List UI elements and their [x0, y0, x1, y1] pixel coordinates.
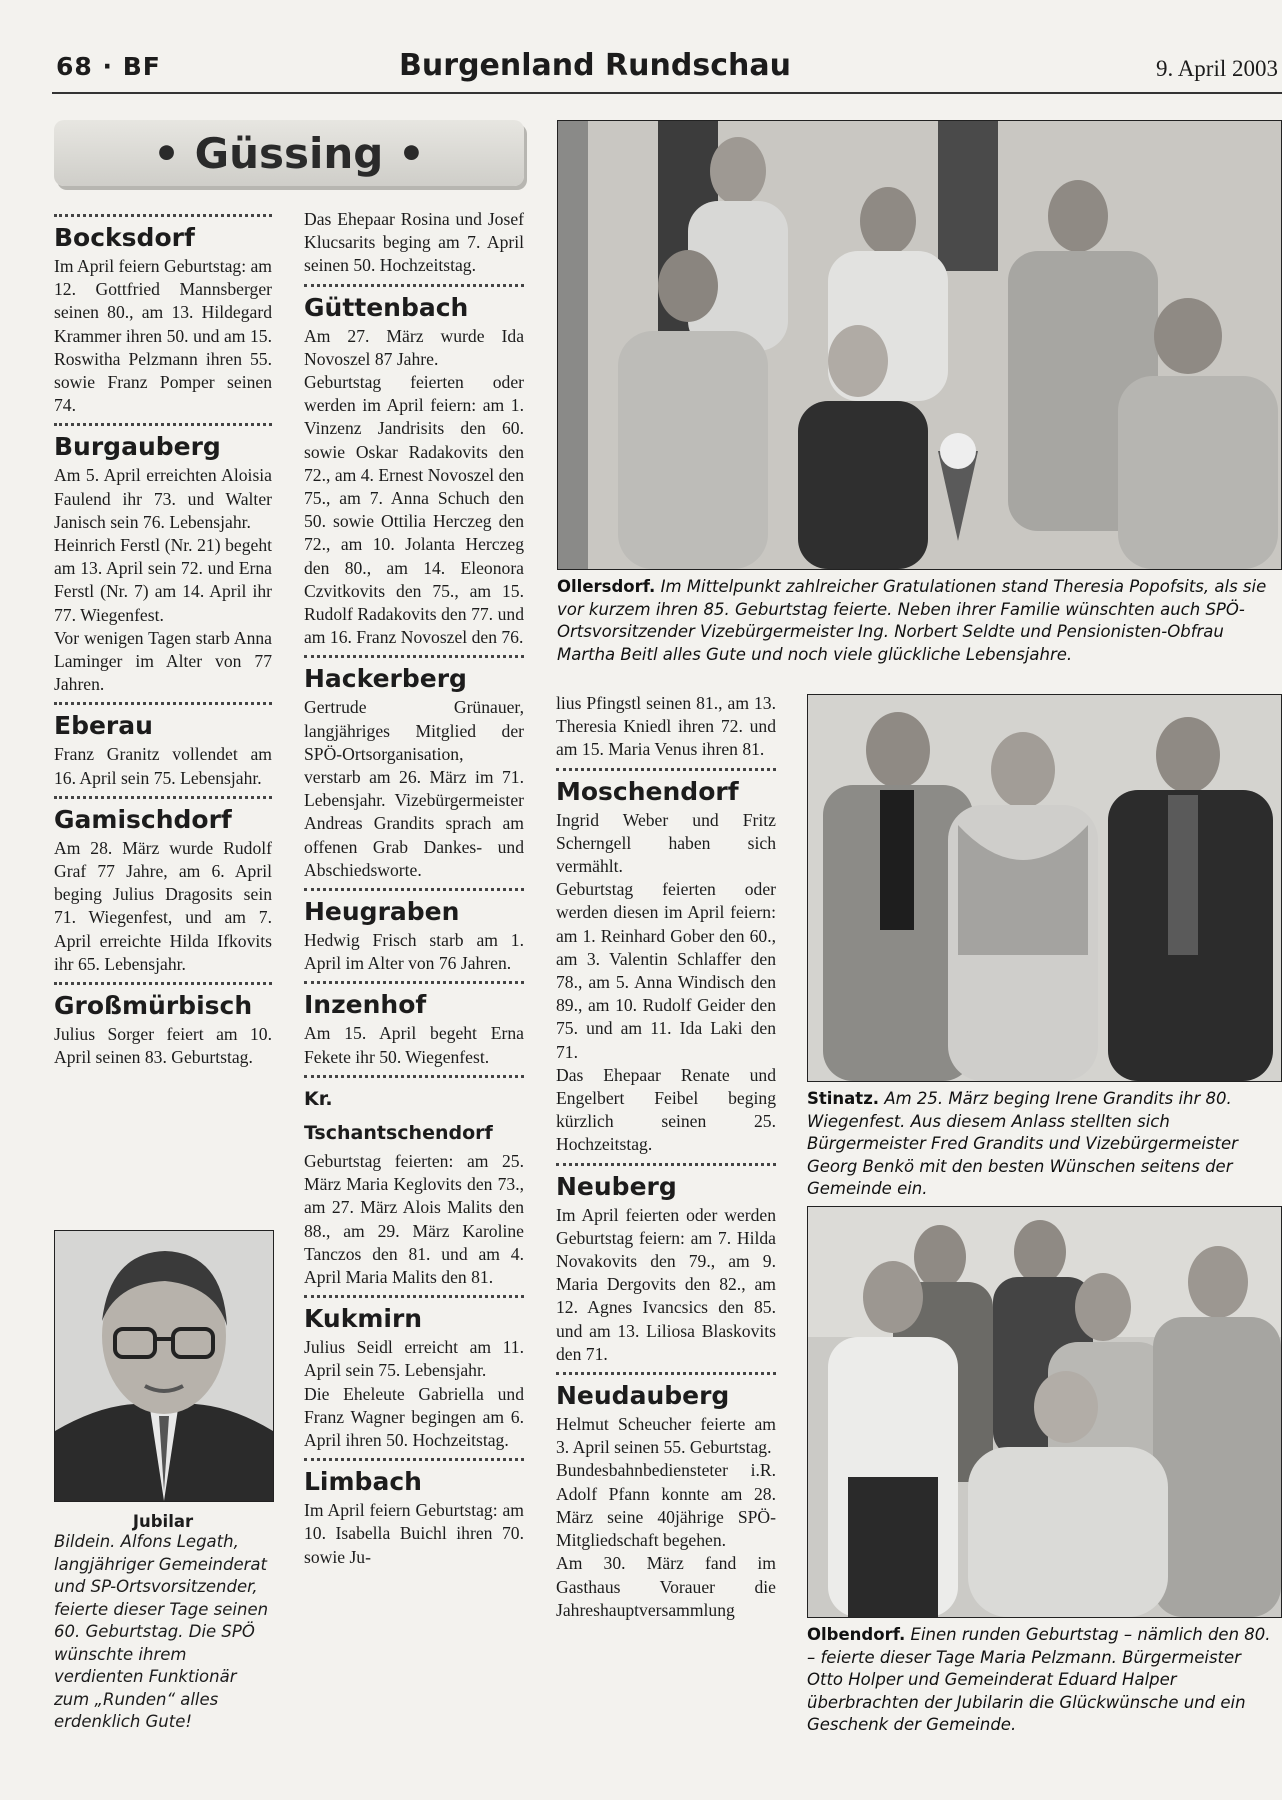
separator — [54, 214, 272, 217]
column-1 — [54, 208, 272, 1069]
article-klucsarits — [304, 208, 524, 278]
separator — [304, 981, 524, 984]
article-heading: Hackerberg — [304, 664, 467, 694]
article-bocksdorf — [54, 214, 272, 417]
article-heading: Kr. Tschantschendorf — [304, 1087, 493, 1144]
separator — [304, 888, 524, 891]
article-heading: Moschendorf — [556, 776, 739, 806]
article-heading: Limbach — [304, 1467, 422, 1497]
article-text: Heinrich Ferstl (Nr. 21) begeht am 13. April sein 72. und Erna Ferstl (Nr. 7) am 14. April ihr 77. Wiegenfest. — [54, 535, 272, 625]
article-neuberg — [556, 1163, 776, 1366]
olbendorf-caption — [807, 1624, 1282, 1737]
article-text: Vor wenigen Tagen starb Anna Laminger im Alter von 77 Jahren. — [54, 627, 272, 695]
article-text: Am 28. März wurde Rudolf Graf 77 Jahre, am 6. April beging Julius Dragosits sein 71. Wiegenfest, und am 7. April erreichte Hilda Ifkovits ihr 65. Lebensjahr. — [54, 837, 272, 974]
article-grossmuerbisch — [54, 982, 272, 1069]
article-text: Im April feierten oder werden Geburtstag feiern: am 7. Hilda Novakovits den 79., am 9. Maria Dergovits den 82., am 12. Agnes Ivancsics den 85. und am 13. Liliosa Blaskovits den 71. — [556, 1204, 776, 1364]
article-guettenbach — [304, 284, 524, 650]
article-text: Am 15. April begeht Erna Fekete ihr 50. Wiegenfest. — [304, 1023, 524, 1067]
separator — [54, 982, 272, 985]
article-text: Geburtstag feierten: am 25. März Maria Keglovits den 73., am 27. März Alois Malits den 88., am 29. März Karoline Tanczos den 81. und am 4. April Maria Malits den 81. — [304, 1150, 524, 1287]
article-text: Am 5. April erreichten Aloisia Faulend ihr 73. und Walter Janisch sein 76. Lebensjahr. — [54, 465, 272, 532]
article-text: Am 27. März wurde Ida Novoszel 87 Jahre. — [304, 325, 524, 369]
article-heading: Großmürbisch — [54, 991, 253, 1021]
separator — [54, 423, 272, 426]
article-heading: Heugraben — [304, 897, 460, 927]
article-limbach-cont — [556, 692, 776, 762]
separator — [556, 1163, 776, 1166]
article-burgauberg — [54, 423, 272, 696]
caption-body: Am 25. März beging Irene Grandits ihr 80. Wiegenfest. Aus diesem Anlass stellten sich Bürgermeister Fred Grandits und Vizebürgermeister Georg Benkö mit den besten Wünschen seitens der Gemeinde ein. — [807, 1089, 1238, 1198]
header-rule — [52, 92, 1282, 94]
stinatz-photo — [807, 694, 1282, 1082]
article-gamischdorf — [54, 796, 272, 976]
article-text: Im April feiern Geburtstag: am 10. Isabella Buichl ihren 70. sowie Ju- — [304, 1500, 524, 1567]
article-text: Julius Sorger feiert am 10. April seinen 83. Geburtstag. — [54, 1024, 272, 1068]
article-text: lius Pfingstl seinen 81., am 13. Theresia Kniedl ihren 72. und am 15. Maria Venus ihren 81. — [556, 693, 776, 760]
column-2 — [304, 208, 524, 1569]
article-heading: Inzenhof — [304, 990, 427, 1020]
article-moschendorf — [556, 768, 776, 1157]
article-text: Hedwig Frisch starb am 1. April im Alter von 76 Jahren. — [304, 930, 524, 974]
article-text: Im April feiern Geburtstag: am 12. Gottfried Mannsberger seinen 80., am 13. Hildegard Krammer ihren 50. und am 15. Roswitha Pelzmann ihren 55. sowie Franz Pomper seinen 74. — [54, 256, 272, 416]
separator — [304, 1075, 524, 1078]
olbendorf-photo — [807, 1206, 1282, 1618]
ollersdorf-photo — [557, 120, 1282, 570]
article-text: Ingrid Weber und Fritz Scherngell haben sich vermählt. — [556, 809, 776, 877]
separator — [54, 702, 272, 705]
article-text: Die Eheleute Gabriella und Franz Wagner begingen am 6. April ihren 50. Hochzeitstag. — [304, 1383, 524, 1450]
article-neudauberg — [556, 1372, 776, 1622]
column-3 — [556, 692, 776, 1622]
article-heading: Güttenbach — [304, 292, 469, 322]
caption-body: Einen runden Geburtstag – nämlich den 80. – feierte dieser Tage Maria Pelzmann. Bürgermeister Otto Holper und Gemeinderat Eduard Halper überbrachten der Jubilarin die Glückwünsche und ein Geschenk der Gemeinde. — [807, 1625, 1271, 1734]
article-heading: Eberau — [54, 711, 153, 741]
newspaper-title: Burgenland Rundschau — [399, 48, 791, 83]
article-inzenhof — [304, 981, 524, 1068]
jubilar-photo — [54, 1230, 274, 1502]
separator — [304, 1458, 524, 1461]
separator — [304, 655, 524, 658]
article-text: Das Ehepaar Rosina und Josef Klucsarits beging am 7. April seinen 50. Hochzeitstag. — [304, 209, 524, 276]
article-text: Bundesbahnbediensteter i.R. Adolf Pfann konnte am 28. März seine 40jährige SPÖ-Mitgliedschaft begehen. — [556, 1460, 776, 1551]
article-text: Geburtstag feierten oder werden diesen im April feiern: am 1. Reinhard Gober den 60., am 3. Valentin Schlaffer den 78., am 5. Anna Windisch den 89., am 10. Rudolf Geider den 75. und am 11. Ida Laki den 71. — [556, 879, 776, 1062]
jubilar-caption — [54, 1512, 272, 1734]
article-text: Julius Seidl erreicht am 11. April sein 75. Lebensjahr. — [304, 1337, 524, 1381]
article-kukmirn — [304, 1295, 524, 1452]
article-heading: Burgauberg — [54, 432, 221, 462]
article-eberau — [54, 702, 272, 789]
separator — [556, 768, 776, 771]
jubilar-title: Jubilar — [132, 1512, 194, 1531]
caption-place: Bildein. — [54, 1532, 116, 1551]
article-heading: Kukmirn — [304, 1304, 423, 1334]
page-number: 68 · BF — [56, 52, 161, 81]
article-text: Das Ehepaar Renate und Engelbert Feibel beging kürzlich seinen 25. Hochzeitstag. — [556, 1064, 776, 1155]
article-heading: Gamischdorf — [54, 804, 232, 834]
ollersdorf-caption — [557, 576, 1282, 666]
caption-place: Stinatz. — [807, 1089, 880, 1108]
caption-place: Olbendorf. — [807, 1625, 906, 1644]
article-text: Am 30. März fand im Gasthaus Vorauer die Jahreshauptversammlung — [556, 1553, 776, 1620]
article-limbach — [304, 1458, 524, 1569]
separator — [304, 1295, 524, 1298]
jubilar-caption-text — [54, 1531, 272, 1734]
separator — [54, 796, 272, 799]
article-heading: Bocksdorf — [54, 223, 195, 252]
article-hackerberg — [304, 655, 524, 882]
article-kr-tschantschendorf — [304, 1075, 524, 1289]
caption-body: Alfons Legath, langjähriger Gemeinderat und SP-Ortsvorsitzender, feierte dieser Tage seinen 60. Geburtstag. Die SPÖ wünschte ihrem verdienten Funktionär zum „Runden“ alles erdenklich Gute! — [54, 1532, 269, 1731]
section-banner: • Güssing • — [54, 120, 524, 186]
article-heugraben — [304, 888, 524, 975]
article-text: Gertrude Grünauer, langjähriges Mitglied der SPÖ-Ortsorganisation, verstarb am 26. März im 71. Lebensjahr. Vizebürgermeister Andreas Grandits sprach am offenen Grab Dankes- und Abschiedsworte. — [304, 697, 524, 880]
stinatz-caption — [807, 1088, 1282, 1201]
article-text: Geburtstag feierten oder werden im April feiern: am 1. Vinzenz Jandrisits den 60. sowie Oskar Radakovits den 72., am 4. Ernest Novoszel den 75., am 7. Anna Schuch den 50. sowie Ottilia Herczeg den 72., am 10. Jolanta Herczeg den 80., am 14. Eleonora Czvitkovits den 75., am 15. Rudolf Radakovits den 77. und am 16. Franz Novoszel den 76. — [304, 372, 524, 648]
article-text: Franz Granitz vollendet am 16. April sein 75. Lebensjahr. — [54, 744, 272, 788]
issue-date: 9. April 2003 — [1155, 56, 1278, 81]
separator — [304, 284, 524, 287]
caption-body: Im Mittelpunkt zahlreicher Gratulationen stand Theresia Popofsits, als sie vor kurzem ihren 85. Geburtstag feierte. Neben ihrer Familie wünschten auch SPÖ-Ortsvorsitzender Vizebürgermeister Ing. Norbert Seldte und Pensionisten-Obfrau Martha Beitl alles Gute und noch viele glückliche Lebensjahre. — [557, 577, 1267, 664]
article-heading: Neuberg — [556, 1171, 677, 1201]
separator — [556, 1372, 776, 1375]
caption-place: Ollersdorf. — [557, 577, 656, 596]
article-heading: Neudauberg — [556, 1381, 730, 1411]
article-text: Helmut Scheucher feierte am 3. April seinen 55. Geburtstag. — [556, 1414, 776, 1458]
